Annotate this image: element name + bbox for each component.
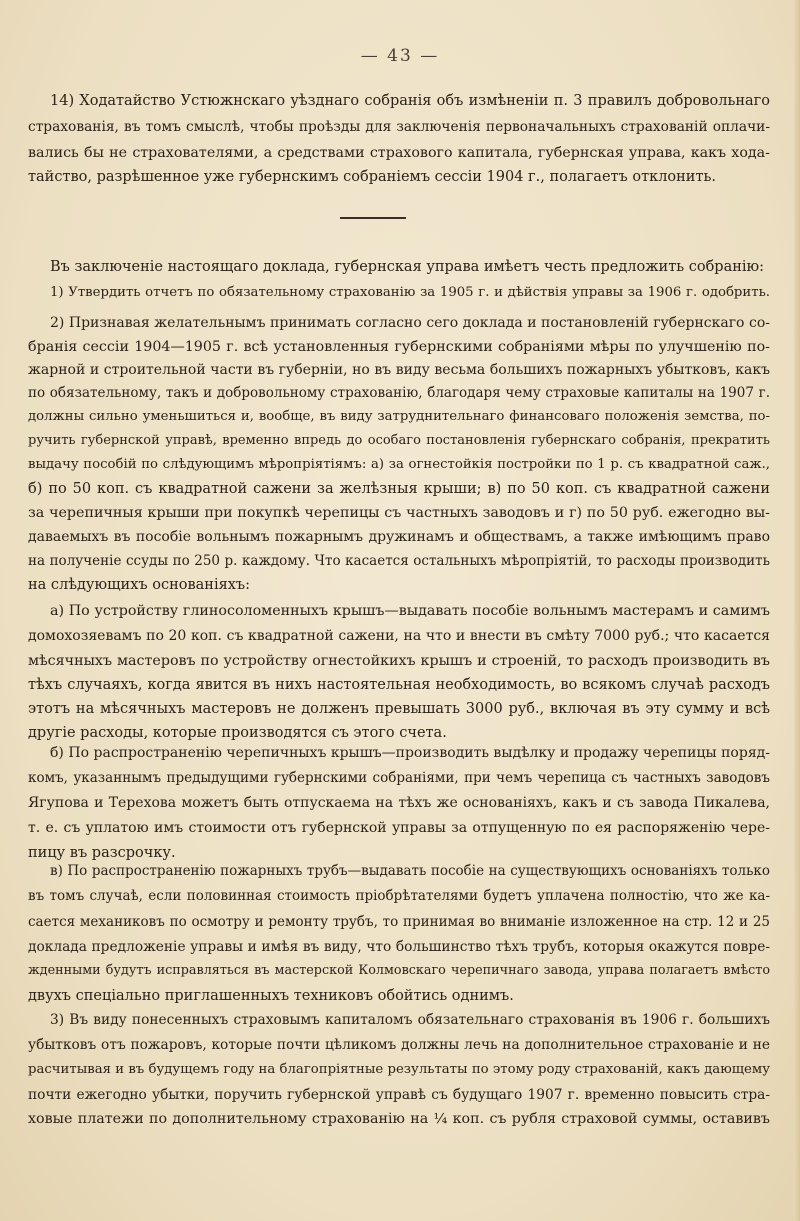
text-line: 3) Въ виду понесенныхъ страховымъ капиталомъ обязательнаго страхованія въ 1906 г. большихъ [50, 1012, 770, 1028]
text-line: Въ заключеніе настоящаго доклада, губернская управа имѣетъ честь предложить собранію: [50, 259, 765, 275]
text-line: б) по 50 коп. съ квадратной сажени за желѣзныя крыши; в) по 50 коп. съ квадратной сажени [28, 481, 770, 497]
text-line: сается механиковъ по осмотру и ремонту трубъ, то принимая во вниманіе изложенное на стр. 12 и 25 [28, 914, 770, 930]
text-line: а) По устройству глиносоломенныхъ крышъ—выдавать пособіе вольнымъ мастерамъ и самимъ [50, 603, 770, 619]
text-line: на слѣдующихъ основаніяхъ: [28, 577, 251, 593]
text-line: 2) Признавая желательнымъ принимать согласно сего доклада и постановленій губернскаго со- [50, 315, 770, 331]
text-line: бранія сессіи 1904—1905 г. всѣ установленныя губернскими собраніями мѣры по улучшенію по- [28, 339, 770, 355]
page-number: — 43 — [360, 46, 440, 66]
text-line: жарной и строительной части въ губерніи, но въ виду весьма большихъ пожарныхъ убытковъ, какъ [28, 362, 770, 378]
text-line: другіе расходы, которые производятся съ этого счета. [28, 725, 447, 741]
section-divider [340, 217, 406, 219]
text-line: двухъ спеціально приглашенныхъ техниковъ обойтись однимъ. [28, 988, 514, 1004]
page-edge-shadow [794, 0, 800, 1221]
text-line: мѣсячныхъ мастеровъ по устройству огнестойкихъ крышъ и строеній, то расходъ производить въ [28, 653, 770, 669]
text-line: должны сильно уменьшиться и, вообще, въ виду затруднительнаго финансоваго положенія земства, по- [28, 409, 770, 424]
text-line: за черепичныя крыши при покупкѣ черепицы съ частныхъ заводовъ и г) по 50 руб. ежегодно вы- [28, 505, 770, 521]
text-line: вались бы не страхователями, а средствами страхового капитала, губернская управа, какъ хода- [28, 145, 770, 161]
text-line: ручить губернской управѣ, временно впредь до особаго постановленія губернскаго собранія, прекратить [28, 433, 770, 448]
text-line: по обязательному, такъ и добровольному страхованію, благодаря чему страховые капиталы на 1907 г. [28, 385, 770, 401]
text-line: в) По распространенію пожарныхъ трубъ—выдавать пособіе на существующихъ основаніяхъ только [50, 863, 770, 879]
text-line: жденными будутъ исправляться въ мастерской Колмовскаго черепичнаго завода, управа полагаетъ вмѣсто [28, 963, 770, 978]
text-line: на полученіе ссуды по 250 р. каждому. Что касается остальныхъ мѣропріятій, то расходы производить [28, 553, 770, 569]
text-line: убытковъ отъ пожаровъ, которые почти цѣликомъ должны лечь на дополнительное страхованіе и не [28, 1037, 770, 1053]
text-line: б) По распространенію черепичныхъ крышъ—производить выдѣлку и продажу черепицы поряд- [50, 745, 770, 761]
text-line: доклада предложеніе управы и имѣя въ виду, что большинство тѣхъ трубъ, которыя окажутся повре- [28, 939, 770, 955]
text-line: 1) Утвердить отчетъ по обязательному страхованію за 1905 г. и дѣйствія управы за 1906 г. одобрить. [50, 285, 770, 300]
text-line: пицу въ разсрочку. [28, 845, 176, 861]
text-line: страхованія, въ томъ смыслѣ, чтобы проѣзды для заключенія первоначальныхъ страхованій оплачи- [28, 119, 770, 135]
text-line: 14) Ходатайство Устюжнскаго уѣзднаго собранія объ измѣненіи п. 3 правилъ добровольнаго [50, 93, 770, 109]
text-line: тайство, разрѣшенное уже губернскимъ собраніемъ сессіи 1904 г., полагаетъ отклонить. [28, 169, 716, 185]
text-line: тѣхъ случаяхъ, когда явится въ нихъ настоятельная необходимость, во всякомъ случаѣ расходъ [28, 677, 770, 693]
text-line: т. е. съ уплатою имъ стоимости отъ губернской управы за отпущенную по ея распоряженію чере- [28, 820, 770, 836]
text-line: этотъ на мѣсячныхъ мастеровъ не долженъ превышать 3000 руб., включая въ эту сумму и всѣ [28, 701, 770, 717]
text-line: Ягупова и Терехова можетъ быть отпускаема на тѣхъ же основаніяхъ, какъ и съ завода Пикалева, [28, 795, 770, 811]
text-line: ховые платежи по дополнительному страхованію на ¼ коп. съ рубля страховой суммы, оставивъ [28, 1111, 770, 1127]
text-line: почти ежегодно убытки, поручить губернской управѣ съ будущаго 1907 г. временно повысить стра- [28, 1087, 770, 1103]
text-line: комъ, указаннымъ предыдущими губернскими собраніями, при чемъ черепица съ частныхъ заводовъ [28, 770, 770, 786]
text-line: въ томъ случаѣ, если половинная стоимость пріобрѣтателями будетъ уплачена полностію, что же ка- [28, 888, 770, 904]
text-line: расчитывая и въ будущемъ году на благопріятные результаты по этому роду страхованій, какъ дающему [28, 1062, 770, 1077]
text-line: домохозяевамъ по 20 коп. съ квадратной сажени, на что и внести въ смѣту 7000 руб.; что касается [28, 628, 770, 644]
text-line: выдачу пособій по слѣдующимъ мѣропріятіямъ: а) за огнестойкія постройки по 1 р. съ квадратной саж., [28, 457, 770, 472]
text-line: даваемыхъ въ пособіе вольнымъ пожарнымъ дружинамъ и обществамъ, а также имѣющимъ право [28, 529, 770, 545]
